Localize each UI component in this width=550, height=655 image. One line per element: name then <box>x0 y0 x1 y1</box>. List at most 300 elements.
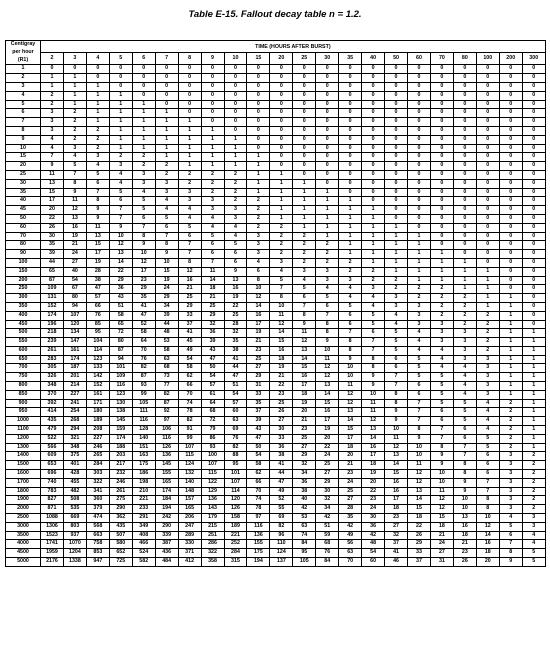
table-cell: 1 <box>247 179 270 188</box>
table-cell: 82 <box>155 390 178 399</box>
table-cell: 2 <box>270 250 293 259</box>
table-row <box>6 206 546 215</box>
table-cell: 58 <box>155 346 178 355</box>
table-cell: 0 <box>499 162 522 171</box>
table-cell: 0 <box>408 74 431 83</box>
table-cell: 120 <box>63 320 86 329</box>
table-cell: 3 <box>224 206 247 215</box>
table-cell: 10 <box>408 443 431 452</box>
table-cell: 29 <box>201 311 224 320</box>
table-cell: 947 <box>86 558 109 567</box>
table-cell: 0 <box>476 126 499 135</box>
table-cell: 0 <box>385 135 408 144</box>
table-cell: 7 <box>178 250 201 259</box>
table-cell: 52 <box>132 320 155 329</box>
table-cell: 0 <box>339 144 362 153</box>
table-cell: 9 <box>499 558 522 567</box>
table-cell: 0 <box>178 65 201 74</box>
table-cell: 8 <box>293 311 316 320</box>
table-cell: 0 <box>385 65 408 74</box>
table-cell: 1 <box>109 126 132 135</box>
table-cell: 0 <box>499 153 522 162</box>
table-cell: 0 <box>293 65 316 74</box>
table-cell: 14 <box>109 258 132 267</box>
table-cell: 2 <box>362 276 385 285</box>
table-cell: 0 <box>293 153 316 162</box>
table-cell: 3 <box>499 487 522 496</box>
table-cell: 138 <box>109 408 132 417</box>
table-cell: 0 <box>453 179 476 188</box>
table-cell: 174 <box>155 487 178 496</box>
dose-rate-cell: 50 <box>6 214 41 223</box>
table-cell: 1 <box>408 241 431 250</box>
table-cell: 1 <box>362 250 385 259</box>
table-cell: 175 <box>247 549 270 558</box>
table-cell: 482 <box>63 487 86 496</box>
dose-rate-cell: 200 <box>6 276 41 285</box>
table-cell: 85 <box>86 320 109 329</box>
dose-rate-cell: 1500 <box>6 461 41 470</box>
table-cell: 28 <box>224 320 247 329</box>
table-cell: 0 <box>362 179 385 188</box>
table-cell: 9 <box>362 373 385 382</box>
table-cell: 3 <box>453 346 476 355</box>
table-cell: 4 <box>178 206 201 215</box>
table-cell: 1 <box>201 162 224 171</box>
dose-rate-cell: 150 <box>6 267 41 276</box>
table-cell: 25 <box>178 294 201 303</box>
table-cell: 0 <box>247 135 270 144</box>
table-cell: 23 <box>362 496 385 505</box>
table-cell: 17 <box>339 434 362 443</box>
table-cell: 10 <box>430 470 453 479</box>
table-cell: 348 <box>63 443 86 452</box>
table-cell: 196 <box>41 320 64 329</box>
table-cell: 86 <box>201 434 224 443</box>
table-cell: 25 <box>293 434 316 443</box>
table-cell: 1 <box>339 197 362 206</box>
table-cell: 32 <box>385 531 408 540</box>
dose-rate-cell: 3 <box>6 82 41 91</box>
table-cell: 1 <box>430 267 453 276</box>
table-cell: 56 <box>339 540 362 549</box>
table-cell: 484 <box>155 558 178 567</box>
table-cell: 9 <box>316 338 339 347</box>
table-cell: 32 <box>224 329 247 338</box>
table-cell: 51 <box>316 522 339 531</box>
hour-header-25: 25 <box>293 53 316 65</box>
table-cell: 33 <box>178 311 201 320</box>
table-cell: 7 <box>178 241 201 250</box>
table-cell: 3 <box>63 144 86 153</box>
table-cell: 0 <box>453 197 476 206</box>
table-cell: 124 <box>270 549 293 558</box>
table-cell: 10 <box>385 426 408 435</box>
table-cell: 6 <box>224 250 247 259</box>
table-cell: 0 <box>385 153 408 162</box>
table-row <box>6 135 546 144</box>
table-row <box>6 214 546 223</box>
dose-rate-cell: 1300 <box>6 443 41 452</box>
table-cell: 174 <box>109 434 132 443</box>
table-cell: 0 <box>408 126 431 135</box>
table-cell: 16 <box>224 285 247 294</box>
table-cell: 2 <box>270 223 293 232</box>
table-cell: 0 <box>453 65 476 74</box>
table-cell: 165 <box>178 505 201 514</box>
table-cell: 25 <box>224 311 247 320</box>
table-cell: 1 <box>293 206 316 215</box>
table-cell: 10 <box>430 478 453 487</box>
table-cell: 25 <box>339 487 362 496</box>
table-cell: 18 <box>408 514 431 523</box>
table-row <box>6 294 546 303</box>
table-row <box>6 478 546 487</box>
table-cell: 3 <box>201 206 224 215</box>
table-cell: 5 <box>476 434 499 443</box>
table-cell: 1 <box>430 276 453 285</box>
table-cell: 1 <box>132 100 155 109</box>
table-cell: 76 <box>316 549 339 558</box>
table-cell: 0 <box>522 250 545 259</box>
table-cell: 275 <box>109 496 132 505</box>
dose-rate-cell: 700 <box>6 364 41 373</box>
table-cell: 70 <box>247 487 270 496</box>
table-title: Table E-15. Fallout decay table n = 1.2. <box>188 9 362 20</box>
table-cell: 0 <box>499 241 522 250</box>
table-cell: 0 <box>522 91 545 100</box>
table-cell: 1 <box>339 250 362 259</box>
table-cell: 7 <box>132 223 155 232</box>
table-cell: 0 <box>178 109 201 118</box>
dose-rate-cell: 60 <box>6 223 41 232</box>
table-cell: 246 <box>86 443 109 452</box>
table-cell: 0 <box>270 126 293 135</box>
table-cell: 0 <box>408 118 431 127</box>
table-cell: 2 <box>522 470 545 479</box>
table-cell: 16 <box>178 276 201 285</box>
table-cell: 10 <box>155 258 178 267</box>
table-cell: 12 <box>408 478 431 487</box>
table-cell: 387 <box>155 540 178 549</box>
table-cell: 5 <box>430 390 453 399</box>
table-cell: 20 <box>476 558 499 567</box>
table-cell: 67 <box>63 285 86 294</box>
table-cell: 78 <box>178 408 201 417</box>
table-cell: 22 <box>109 267 132 276</box>
table-cell: 16 <box>476 540 499 549</box>
table-cell: 1 <box>178 153 201 162</box>
dose-rate-cell: 4 <box>6 91 41 100</box>
table-cell: 152 <box>86 382 109 391</box>
table-cell: 0 <box>430 197 453 206</box>
table-cell: 6 <box>201 241 224 250</box>
table-row <box>6 241 546 250</box>
table-cell: 136 <box>201 496 224 505</box>
table-cell: 151 <box>132 443 155 452</box>
table-row <box>6 267 546 276</box>
table-cell: 0 <box>293 144 316 153</box>
hour-header-10: 10 <box>224 53 247 65</box>
table-cell: 0 <box>476 206 499 215</box>
table-row <box>6 118 546 127</box>
table-cell: 4 <box>41 135 64 144</box>
hour-header-100: 100 <box>476 53 499 65</box>
table-cell: 2 <box>86 135 109 144</box>
table-cell: 19 <box>362 470 385 479</box>
table-cell: 9 <box>63 188 86 197</box>
table-cell: 47 <box>86 285 109 294</box>
table-cell: 2 <box>270 241 293 250</box>
table-cell: 39 <box>247 417 270 426</box>
table-cell: 4 <box>476 426 499 435</box>
table-cell: 0 <box>453 188 476 197</box>
table-cell: 72 <box>109 329 132 338</box>
table-cell: 62 <box>247 470 270 479</box>
dose-rate-cell: 550 <box>6 338 41 347</box>
table-cell: 174 <box>63 355 86 364</box>
table-cell: 5 <box>385 346 408 355</box>
table-cell: 0 <box>522 100 545 109</box>
dose-rate-cell: 3500 <box>6 531 41 540</box>
table-cell: 0 <box>270 162 293 171</box>
table-cell: 360 <box>86 496 109 505</box>
table-cell: 349 <box>132 522 155 531</box>
table-cell: 179 <box>201 514 224 523</box>
table-cell: 19 <box>63 232 86 241</box>
table-cell: 0 <box>385 206 408 215</box>
table-cell: 0 <box>339 74 362 83</box>
table-cell: 2 <box>178 170 201 179</box>
table-cell: 4 <box>339 285 362 294</box>
dose-rate-cell: 9 <box>6 135 41 144</box>
table-cell: 115 <box>201 470 224 479</box>
table-cell: 22 <box>316 443 339 452</box>
dose-rate-cell: 2000 <box>6 505 41 514</box>
table-cell: 0 <box>293 109 316 118</box>
dose-rate-cell: 1100 <box>6 426 41 435</box>
table-cell: 21 <box>63 241 86 250</box>
table-cell: 7 <box>201 258 224 267</box>
table-cell: 44 <box>41 258 64 267</box>
table-cell: 696 <box>41 470 64 479</box>
table-cell: 22 <box>408 522 431 531</box>
table-cell: 2 <box>408 285 431 294</box>
table-cell: 16 <box>293 373 316 382</box>
table-cell: 4 <box>522 540 545 549</box>
table-cell: 129 <box>201 487 224 496</box>
table-cell: 261 <box>109 487 132 496</box>
table-cell: 0 <box>499 285 522 294</box>
hour-header-5: 5 <box>109 53 132 65</box>
table-cell: 76 <box>132 355 155 364</box>
table-cell: 663 <box>86 531 109 540</box>
table-cell: 2 <box>224 179 247 188</box>
table-cell: 3 <box>224 214 247 223</box>
table-cell: 3 <box>499 505 522 514</box>
table-cell: 12 <box>247 294 270 303</box>
table-cell: 1 <box>408 250 431 259</box>
table-row <box>6 250 546 259</box>
table-cell: 76 <box>86 311 109 320</box>
table-cell: 99 <box>178 434 201 443</box>
table-cell: 0 <box>408 206 431 215</box>
table-cell: 0 <box>362 91 385 100</box>
table-cell: 51 <box>109 302 132 311</box>
table-cell: 13 <box>109 250 132 259</box>
table-cell: 3 <box>499 478 522 487</box>
table-cell: 1 <box>201 144 224 153</box>
table-cell: 1 <box>224 144 247 153</box>
table-cell: 3 <box>178 197 201 206</box>
table-cell: 13 <box>63 214 86 223</box>
table-cell: 34 <box>316 505 339 514</box>
table-cell: 0 <box>132 65 155 74</box>
table-cell: 2 <box>201 170 224 179</box>
table-cell: 30 <box>362 514 385 523</box>
table-cell: 16 <box>385 487 408 496</box>
table-row <box>6 514 546 523</box>
hour-header-60: 60 <box>408 53 431 65</box>
table-cell: 0 <box>499 91 522 100</box>
table-cell: 24 <box>155 285 178 294</box>
table-cell: 8 <box>132 232 155 241</box>
table-cell: 21 <box>178 285 201 294</box>
table-cell: 0 <box>339 91 362 100</box>
table-row <box>6 74 546 83</box>
table-cell: 1 <box>408 267 431 276</box>
table-cell: 9 <box>430 461 453 470</box>
table-cell: 0 <box>270 135 293 144</box>
table-cell: 2 <box>63 126 86 135</box>
table-cell: 6 <box>109 197 132 206</box>
table-cell: 8 <box>316 329 339 338</box>
table-cell: 0 <box>293 162 316 171</box>
table-cell: 107 <box>201 461 224 470</box>
table-cell: 105 <box>132 399 155 408</box>
table-cell: 4 <box>522 531 545 540</box>
table-cell: 5 <box>408 364 431 373</box>
table-cell: 241 <box>63 399 86 408</box>
table-cell: 9 <box>362 382 385 391</box>
table-cell: 0 <box>362 118 385 127</box>
table-cell: 1 <box>224 135 247 144</box>
table-cell: 2 <box>522 487 545 496</box>
table-cell: 6 <box>178 232 201 241</box>
table-cell: 23 <box>247 346 270 355</box>
table-cell: 0 <box>86 74 109 83</box>
table-cell: 284 <box>224 549 247 558</box>
table-cell: 286 <box>201 540 224 549</box>
table-cell: 0 <box>155 91 178 100</box>
table-cell: 2 <box>476 338 499 347</box>
table-cell: 2 <box>132 162 155 171</box>
table-cell: 2 <box>476 320 499 329</box>
table-cell: 1 <box>385 241 408 250</box>
table-cell: 669 <box>63 514 86 523</box>
table-cell: 339 <box>155 531 178 540</box>
table-cell: 11 <box>270 311 293 320</box>
table-cell: 1 <box>270 206 293 215</box>
table-cell: 2 <box>224 170 247 179</box>
table-cell: 9 <box>109 223 132 232</box>
table-cell: 0 <box>522 206 545 215</box>
table-cell: 0 <box>316 74 339 83</box>
table-cell: 2 <box>293 241 316 250</box>
table-cell: 72 <box>201 417 224 426</box>
table-cell: 24 <box>63 250 86 259</box>
table-row <box>6 91 546 100</box>
table-cell: 1 <box>430 250 453 259</box>
table-cell: 137 <box>270 558 293 567</box>
table-cell: 0 <box>476 100 499 109</box>
table-cell: 2 <box>201 179 224 188</box>
table-cell: 64 <box>201 399 224 408</box>
table-cell: 0 <box>270 109 293 118</box>
table-cell: 0 <box>499 232 522 241</box>
table-cell: 535 <box>63 505 86 514</box>
table-cell: 12 <box>362 417 385 426</box>
table-cell: 0 <box>362 74 385 83</box>
table-cell: 131 <box>41 294 64 303</box>
table-cell: 3 <box>41 126 64 135</box>
table-cell: 39 <box>201 338 224 347</box>
table-cell: 0 <box>453 126 476 135</box>
table-cell: 1 <box>408 276 431 285</box>
table-cell: 1 <box>155 118 178 127</box>
table-cell: 5 <box>522 549 545 558</box>
table-cell: 408 <box>132 531 155 540</box>
table-cell: 2 <box>499 426 522 435</box>
table-cell: 109 <box>109 373 132 382</box>
table-cell: 189 <box>224 522 247 531</box>
table-cell: 1 <box>86 91 109 100</box>
table-cell: 0 <box>499 214 522 223</box>
table-cell: 0 <box>430 135 453 144</box>
table-cell: 653 <box>41 461 64 470</box>
table-cell: 568 <box>86 522 109 531</box>
table-cell: 19 <box>247 329 270 338</box>
table-cell: 0 <box>476 118 499 127</box>
table-cell: 2 <box>178 179 201 188</box>
table-cell: 566 <box>41 443 64 452</box>
table-cell: 42 <box>316 514 339 523</box>
table-cell: 1 <box>499 329 522 338</box>
table-cell: 0 <box>316 118 339 127</box>
table-cell: 165 <box>155 478 178 487</box>
table-cell: 2 <box>453 311 476 320</box>
table-cell: 18 <box>385 505 408 514</box>
table-cell: 0 <box>362 170 385 179</box>
table-cell: 198 <box>132 478 155 487</box>
table-cell: 0 <box>155 100 178 109</box>
table-cell: 0 <box>362 100 385 109</box>
dose-rate-cell: 850 <box>6 390 41 399</box>
table-cell: 101 <box>224 470 247 479</box>
table-cell: 60 <box>224 408 247 417</box>
table-cell: 0 <box>453 214 476 223</box>
table-cell: 0 <box>362 65 385 74</box>
table-cell: 53 <box>293 514 316 523</box>
table-cell: 58 <box>178 364 201 373</box>
table-cell: 0 <box>109 65 132 74</box>
table-row <box>6 329 546 338</box>
table-cell: 13 <box>408 487 431 496</box>
table-cell: 12 <box>339 390 362 399</box>
dose-rate-cell: 25 <box>6 170 41 179</box>
table-cell: 12 <box>293 338 316 347</box>
table-cell: 10 <box>247 285 270 294</box>
